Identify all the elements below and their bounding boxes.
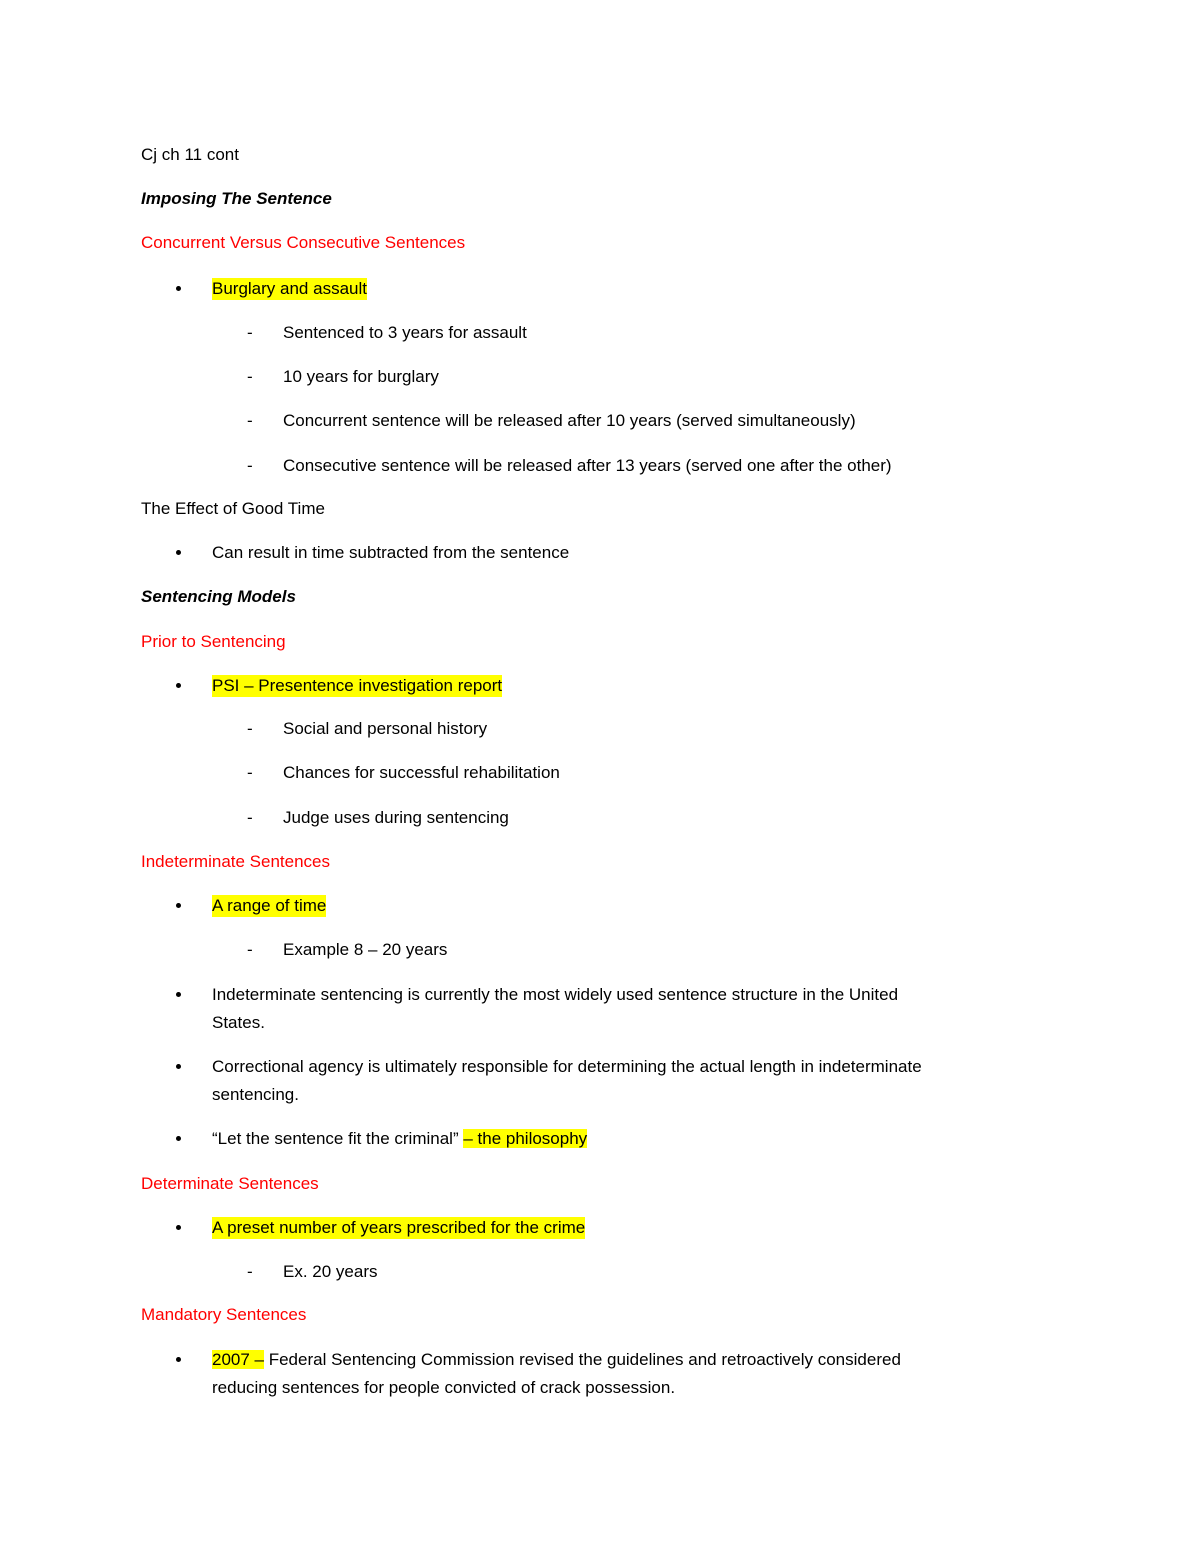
dash-icon: - [247,719,253,738]
dash-icon: - [247,367,253,386]
bullet-text: Correctional agency is ultimately responsible for determining the actual length in indeterminate [212,1057,922,1076]
dash-text: Judge uses during sentencing [283,808,509,827]
bullet-icon [176,895,181,917]
bullet-icon [176,675,181,697]
bullet-icon [176,1128,181,1150]
bullet-text-continued: sentencing. [212,1085,299,1104]
section-heading-sentencing-models: Sentencing Models [141,587,296,606]
dash-text: Sentenced to 3 years for assault [283,323,527,342]
dash-icon: - [247,411,253,430]
subheading-determinate: Determinate Sentences [141,1174,319,1193]
dash-text: 10 years for burglary [283,367,439,386]
bullet-text: Can result in time subtracted from the sentence [212,543,570,562]
bullet-icon [176,1349,181,1371]
bullet-text: A range of time [212,896,327,915]
bullet-text: A preset number of years prescribed for the crime [212,1218,586,1237]
subheading-mandatory: Mandatory Sentences [141,1305,307,1324]
bullet-text-continued: States. [212,1013,265,1032]
dash-text: Ex. 20 years [283,1262,378,1281]
bullet-text [212,1349,901,1371]
bullet-icon [176,1056,181,1078]
highlighted-text: 2007 – [212,1350,264,1369]
subheading-prior-to-sentencing: Prior to Sentencing [141,632,286,651]
subheading-good-time: The Effect of Good Time [141,499,325,518]
subheading-indeterminate: Indeterminate Sentences [141,852,331,871]
section-heading-imposing: Imposing The Sentence [141,189,332,208]
bullet-icon [176,984,181,1006]
quote-text: “Let the sentence fit the criminal” [212,1129,464,1148]
subheading-concurrent-consecutive: Concurrent Versus Consecutive Sentences [141,233,466,252]
dash-text: Chances for successful rehabilitation [283,763,560,782]
dash-text: Example 8 – 20 years [283,940,448,959]
bullet-text: Burglary and assault [212,279,367,298]
dash-icon: - [247,323,253,342]
dash-icon: - [247,940,253,959]
dash-text: Social and personal history [283,719,488,738]
highlighted-text: – the philosophy [463,1129,588,1148]
doc-title: Cj ch 11 cont [141,145,239,164]
dash-icon: - [247,1262,253,1281]
dash-text: Consecutive sentence will be released after 13 years (served one after the other) [283,456,892,475]
dash-icon: - [247,808,253,827]
bullet-text [212,1128,587,1150]
bullet-icon [176,1217,181,1239]
bullet-text: PSI – Presentence investigation report [212,676,503,695]
dash-icon: - [247,763,253,782]
bullet-icon [176,278,181,300]
bullet-text-continued: reducing sentences for people convicted of crack possession. [212,1378,676,1397]
dash-text: Concurrent sentence will be released after 10 years (served simultaneously) [283,411,856,430]
body-text: Federal Sentencing Commission revised the guidelines and retroactively considered [264,1350,901,1369]
bullet-icon [176,542,181,564]
bullet-text: Indeterminate sentencing is currently the most widely used sentence structure in the United [212,985,899,1004]
dash-icon: - [247,456,253,475]
